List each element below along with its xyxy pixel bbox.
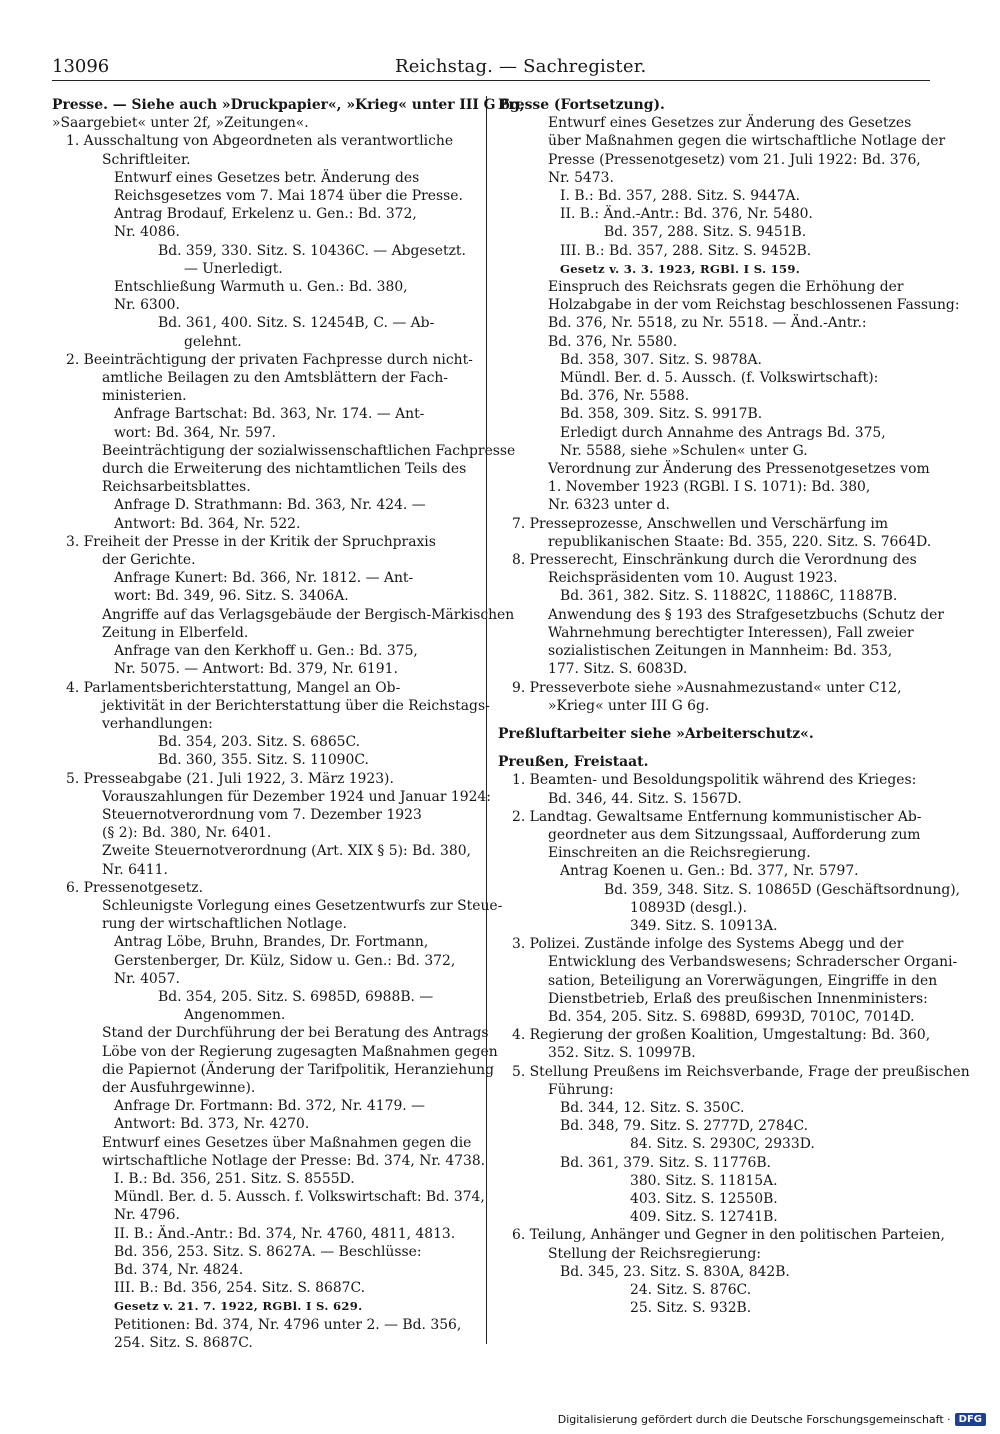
register-line: Bd. 344, 12. Sitz. S. 350C. xyxy=(560,1099,745,1116)
register-line: rung der wirtschaftlichen Notlage. xyxy=(102,916,347,933)
register-line: Bd. 358, 309. Sitz. S. 9917B. xyxy=(560,406,763,423)
register-line: Bd. 361, 379. Sitz. S. 11776B. xyxy=(560,1154,771,1171)
register-line: Bd. 346, 44. Sitz. S. 1567D. xyxy=(548,790,742,807)
register-line: 2. Beeinträchtigung der privaten Fachpresse durch nicht- xyxy=(66,351,473,368)
register-line: 3. Polizei. Zustände infolge des Systems Abegg und der xyxy=(512,936,904,953)
register-line: Reichsarbeitsblattes. xyxy=(102,479,251,496)
register-line: Bd. 359, 330. Sitz. S. 10436C. — Abgesetzt. xyxy=(158,242,466,259)
register-line: Bd. 348, 79. Sitz. S. 2777D, 2784C. xyxy=(560,1118,809,1135)
register-line: Einspruch des Reichsrats gegen die Erhöhung der xyxy=(548,279,904,296)
register-line: der Ausfuhrgewinne). xyxy=(102,1079,256,1096)
register-line: 1. Ausschaltung von Abgeordneten als verantwortliche xyxy=(66,133,454,150)
register-line: Bd. 357, 288. Sitz. S. 9451B. xyxy=(604,224,807,241)
register-line: Bd. 356, 253. Sitz. S. 8627A. — Beschlüsse: xyxy=(114,1243,422,1260)
left-column xyxy=(52,96,525,1352)
running-title: Reichstag. — Sachregister. xyxy=(395,56,647,77)
register-line: III. B.: Bd. 356, 254. Sitz. S. 8687C. xyxy=(114,1280,366,1297)
register-line: Gesetz v. 21. 7. 1922, RGBl. I S. 629. xyxy=(114,1299,363,1314)
column-divider xyxy=(486,96,487,1344)
register-line: Nr. 4796. xyxy=(114,1207,180,1224)
register-line: 6. Pressenotgesetz. xyxy=(66,879,204,896)
register-line: geordneter aus dem Sitzungssaal, Aufforderung zum xyxy=(548,826,921,843)
register-line: wirtschaftliche Notlage der Presse: Bd. 374, Nr. 4738. xyxy=(102,1152,486,1169)
register-line: 4. Regierung der großen Koalition, Umgestaltung: Bd. 360, xyxy=(512,1027,931,1044)
register-line: II. B.: Änd.-Antr.: Bd. 374, Nr. 4760, 4811, 4813. xyxy=(114,1225,456,1242)
register-line: 10893D (desgl.). xyxy=(630,899,747,916)
register-line: »Saargebiet« unter 2f, »Zeitungen«. xyxy=(52,115,309,132)
register-line: 409. Sitz. S. 12741B. xyxy=(630,1209,778,1226)
register-line: Bd. 360, 355. Sitz. S. 11090C. xyxy=(158,752,369,769)
register-line: Bd. 376, Nr. 5588. xyxy=(560,388,690,405)
header-rule xyxy=(52,80,930,81)
register-line: 2. Landtag. Gewaltsame Entfernung kommunistischer Ab- xyxy=(512,808,922,825)
register-line: Entwurf eines Gesetzes über Maßnahmen gegen die xyxy=(102,1134,472,1151)
register-line: Steuernotverordnung vom 7. Dezember 1923 xyxy=(102,806,422,823)
register-line: 177. Sitz. S. 6083D. xyxy=(548,661,688,678)
register-line: Bd. 354, 203. Sitz. S. 6865C. xyxy=(158,734,361,751)
register-line: 3. Freiheit der Presse in der Kritik der Spruchpraxis xyxy=(66,533,436,550)
register-line: 6. Teilung, Anhänger und Gegner in den politischen Parteien, xyxy=(512,1227,945,1244)
register-line: Vorauszahlungen für Dezember 1924 und Januar 1924: xyxy=(102,788,491,805)
register-line: sation, Beteiligung an Vorerwägungen, Eingriffe in den xyxy=(548,972,938,989)
register-line: Mündl. Ber. d. 5. Aussch. (f. Volkswirtschaft): xyxy=(560,370,879,387)
register-line: Presse (Pressenotgesetz) vom 21. Juli 1922: Bd. 376, xyxy=(548,151,921,168)
register-line: Nr. 4057. xyxy=(114,970,180,987)
register-line: Entwicklung des Verbandswesens; Schraderscher Organi- xyxy=(548,954,958,971)
register-line: Bd. 361, 400. Sitz. S. 12454B, C. — Ab- xyxy=(158,315,435,332)
register-line: 8. Presserecht, Einschränkung durch die Verordnung des xyxy=(512,552,917,569)
register-line: 9. Presseverbote siehe »Ausnahmezustand« unter C12, xyxy=(512,679,902,696)
register-line: Einschreiten an die Reichsregierung. xyxy=(548,845,811,862)
register-line: Bd. 358, 307. Sitz. S. 9878A. xyxy=(560,351,762,368)
footer-credit: Digitalisierung gefördert durch die Deutsche Forschungsgemeinschaft · xyxy=(557,1413,951,1426)
register-line: II. B.: Änd.-Antr.: Bd. 376, Nr. 5480. xyxy=(560,206,813,223)
register-line: durch die Erweiterung des nichtamtlichen Teils des xyxy=(102,461,467,478)
register-line: Bd. 376, Nr. 5518, zu Nr. 5518. — Änd.-Antr.: xyxy=(548,315,867,332)
register-line: Reichsgesetzes vom 7. Mai 1874 über die Presse. xyxy=(114,188,463,205)
register-line: Bd. 345, 23. Sitz. S. 830A, 842B. xyxy=(560,1263,790,1280)
register-line: Nr. 5588, siehe »Schulen« unter G. xyxy=(560,442,808,459)
register-line: (§ 2): Bd. 380, Nr. 6401. xyxy=(102,825,272,842)
register-line: Petitionen: Bd. 374, Nr. 4796 unter 2. — Bd. 356, xyxy=(114,1316,462,1333)
register-line: sozialistischen Zeitungen in Mannheim: Bd. 353, xyxy=(548,643,893,660)
register-line: Anfrage D. Strathmann: Bd. 363, Nr. 424. — xyxy=(114,497,426,514)
register-line: 352. Sitz. S. 10997B. xyxy=(548,1045,696,1062)
register-line: Anfrage Kunert: Bd. 366, Nr. 1812. — Ant- xyxy=(114,570,414,587)
register-line: Nr. 6300. xyxy=(114,297,180,314)
register-line: Angriffe auf das Verlagsgebäude der Bergisch-Märkischen xyxy=(102,606,515,623)
register-line: Nr. 6323 unter d. xyxy=(548,497,670,514)
dfg-logo: DFG xyxy=(955,1413,986,1426)
register-line: Anfrage van den Kerkhoff u. Gen.: Bd. 375, xyxy=(114,643,418,660)
register-line: 25. Sitz. S. 932B. xyxy=(630,1300,752,1317)
register-line: 1. Beamten- und Besoldungspolitik während des Krieges: xyxy=(512,772,917,789)
register-line: Reichspräsidenten vom 10. August 1923. xyxy=(548,570,838,587)
register-line: Beeinträchtigung der sozialwissenschaftlichen Fachpresse xyxy=(102,442,516,459)
register-line: Entschließung Warmuth u. Gen.: Bd. 380, xyxy=(114,279,408,296)
register-line: 5. Presseabgabe (21. Juli 1922, 3. März 1923). xyxy=(66,770,394,787)
register-line: Erledigt durch Annahme des Antrags Bd. 375, xyxy=(560,424,886,441)
register-line: 7. Presseprozesse, Anschwellen und Verschärfung im xyxy=(512,515,889,532)
register-line: verhandlungen: xyxy=(102,715,213,732)
register-line: Bd. 376, Nr. 5580. xyxy=(548,333,678,350)
register-line: Nr. 4086. xyxy=(114,224,180,241)
footer xyxy=(558,1413,986,1426)
register-line: 403. Sitz. S. 12550B. xyxy=(630,1190,778,1207)
register-line: Bd. 354, 205. Sitz. S. 6985D, 6988B. — xyxy=(158,988,434,1005)
register-line: Antwort: Bd. 373, Nr. 4270. xyxy=(114,1116,310,1133)
register-line: Zweite Steuernotverordnung (Art. XIX § 5): Bd. 380, xyxy=(102,843,471,860)
register-line: Angenommen. xyxy=(184,1007,286,1024)
register-line: wort: Bd. 349, 96. Sitz. S. 3406A. xyxy=(114,588,349,605)
register-line: 349. Sitz. S. 10913A. xyxy=(630,917,778,934)
register-line: Gesetz v. 3. 3. 1923, RGBl. I S. 159. xyxy=(560,261,801,276)
register-line: Anfrage Dr. Fortmann: Bd. 372, Nr. 4179. — xyxy=(114,1098,425,1115)
register-line: 4. Parlamentsberichterstattung, Mangel an Ob- xyxy=(66,679,401,696)
register-line: Verordnung zur Änderung des Pressenotgesetzes vom xyxy=(548,461,930,478)
register-line: Presse (Fortsetzung). xyxy=(498,97,665,113)
register-line: 254. Sitz. S. 8687C. xyxy=(114,1334,253,1351)
register-line: Preßluftarbeiter siehe »Arbeiterschutz«. xyxy=(498,725,814,742)
register-line: 1. November 1923 (RGBl. I S. 1071): Bd. 380, xyxy=(548,479,871,496)
register-line: 5. Stellung Preußens im Reichsverbande, Frage der preußischen xyxy=(512,1063,970,1080)
register-line: Entwurf eines Gesetzes betr. Änderung des xyxy=(114,169,420,186)
register-line: Bd. 354, 205. Sitz. S. 6988D, 6993D, 7010C, 7014D. xyxy=(548,1008,915,1025)
register-line: »Krieg« unter III G 6g. xyxy=(548,697,710,714)
register-line: Mündl. Ber. d. 5. Aussch. f. Volkswirtschaft: Bd. 374, xyxy=(114,1189,485,1206)
register-line: Nr. 5075. — Antwort: Bd. 379, Nr. 6191. xyxy=(114,661,398,678)
register-line: Entwurf eines Gesetzes zur Änderung des Gesetzes xyxy=(548,115,912,132)
register-line: amtliche Beilagen zu den Amtsblättern der Fach- xyxy=(102,370,448,387)
register-line: Bd. 374, Nr. 4824. xyxy=(114,1262,244,1278)
register-line: Stellung der Reichsregierung: xyxy=(548,1245,762,1262)
register-line: Antrag Löbe, Bruhn, Brandes, Dr. Fortmann, xyxy=(114,934,429,951)
register-line: Antrag Koenen u. Gen.: Bd. 377, Nr. 5797. xyxy=(560,863,859,880)
register-line: gelehnt. xyxy=(184,333,242,350)
register-line: Dienstbetrieb, Erlaß des preußischen Innenministers: xyxy=(548,990,928,1007)
register-line: Anwendung des § 193 des Strafgesetzbuchs (Schutz der xyxy=(548,606,945,623)
register-line: wort: Bd. 364, Nr. 597. xyxy=(114,424,276,441)
register-line: 24. Sitz. S. 876C. xyxy=(630,1282,752,1298)
register-line: der Gerichte. xyxy=(102,552,196,569)
register-line: Nr. 5473. xyxy=(548,169,614,186)
register-line: Nr. 6411. xyxy=(102,861,168,878)
register-line: III. B.: Bd. 357, 288. Sitz. S. 9452B. xyxy=(560,242,812,259)
register-line: I. B.: Bd. 357, 288. Sitz. S. 9447A. xyxy=(560,188,800,205)
register-line: Zeitung in Elberfeld. xyxy=(102,624,249,641)
register-line: I. B.: Bd. 356, 251. Sitz. S. 8555D. xyxy=(114,1170,355,1187)
register-line: Löbe von der Regierung zugesagten Maßnahmen gegen xyxy=(102,1043,498,1060)
register-line: — Unerledigt. xyxy=(184,260,283,277)
register-line: Anfrage Bartschat: Bd. 363, Nr. 174. — Ant- xyxy=(114,406,425,423)
register-line: Führung: xyxy=(548,1081,614,1098)
right-column xyxy=(498,96,970,1317)
register-line: Presse. — Siehe auch »Druckpapier«, »Krieg« unter III G 6g, xyxy=(52,97,525,113)
register-line: Bd. 361, 382. Sitz. S. 11882C, 11886C, 11887B. xyxy=(560,588,898,605)
register-line: ministerien. xyxy=(102,388,187,405)
register-line: Preußen, Freistaat. xyxy=(498,754,649,771)
register-line: die Papiernot (Änderung der Tarifpolitik, Heranziehung xyxy=(102,1061,495,1078)
register-line: Bd. 359, 348. Sitz. S. 10865D (Geschäftsordnung), xyxy=(604,881,961,898)
register-line: über Maßnahmen gegen die wirtschaftliche Notlage der xyxy=(548,133,946,150)
register-line: 380. Sitz. S. 11815A. xyxy=(630,1172,778,1189)
register-line: Antrag Brodauf, Erkelenz u. Gen.: Bd. 372, xyxy=(114,206,417,223)
register-line: Antwort: Bd. 364, Nr. 522. xyxy=(114,515,301,532)
page-number: 13096 xyxy=(52,56,110,77)
spacer xyxy=(498,743,930,753)
register-line: Schleunigste Vorlegung eines Gesetzentwurfs zur Steue- xyxy=(102,897,503,914)
register-line: Schriftleiter. xyxy=(102,151,191,168)
register-line: Wahrnehmung berechtigter Interessen), Fall zweier xyxy=(548,624,914,641)
register-line: republikanischen Staate: Bd. 355, 220. Sitz. S. 7664D. xyxy=(548,533,932,550)
register-line: Holzabgabe in der vom Reichstag beschlossenen Fassung: xyxy=(548,297,960,314)
spacer xyxy=(498,715,930,725)
register-line: 84. Sitz. S. 2930C, 2933D. xyxy=(630,1136,815,1153)
register-line: Gerstenberger, Dr. Külz, Sidow u. Gen.: Bd. 372, xyxy=(114,952,456,969)
register-line: Stand der Durchführung der bei Beratung des Antrags xyxy=(102,1025,489,1042)
register-line: jektivität in der Berichterstattung über die Reichstags- xyxy=(102,697,490,714)
